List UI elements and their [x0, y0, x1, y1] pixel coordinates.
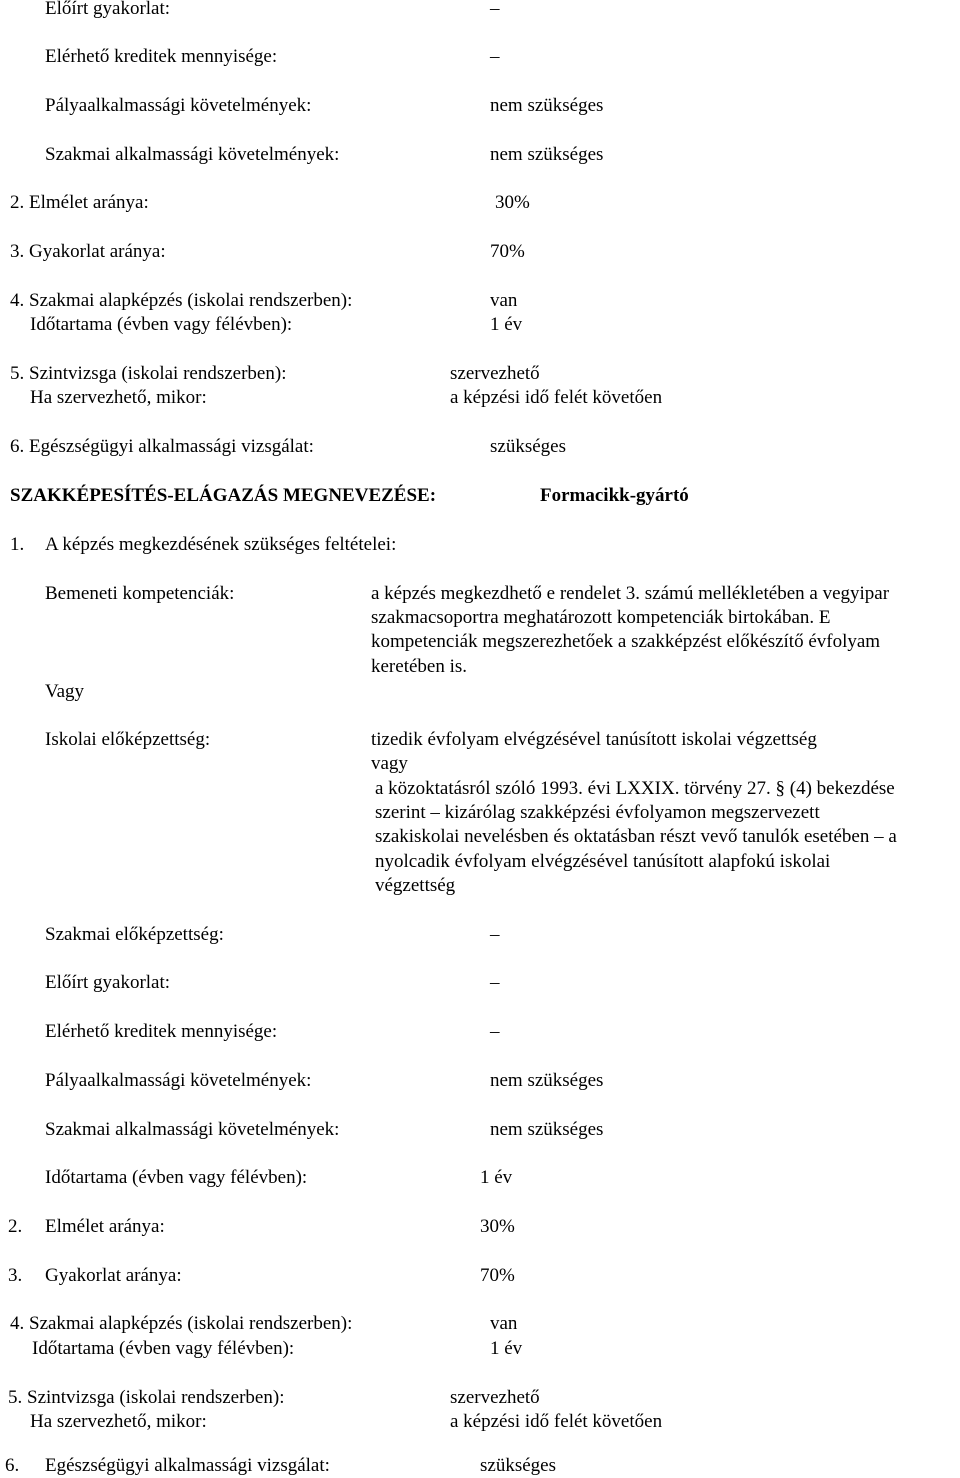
elmelet-aranya-value: 30%: [480, 1216, 515, 1237]
palyaalkalmassagi-value: nem szükséges: [490, 95, 604, 116]
elmelet-aranya-label: 2. Elmélet aránya:: [10, 192, 149, 213]
alapkepzes-idotartam-value: 1 év: [490, 1338, 523, 1359]
kreditek-value: –: [490, 1021, 500, 1042]
bemeneti-line: kompetenciák megszerezhetőek a szakképzést előkészítő évfolyam: [371, 631, 881, 652]
egeszsegugyi-value: szükséges: [490, 436, 566, 457]
conditions-heading: A képzés megkezdésének szükséges feltételei:: [45, 534, 397, 555]
gyakorlat-aranya-value: 70%: [490, 241, 525, 262]
bemeneti-kompetenciak-label: Bemeneti kompetenciák:: [45, 583, 235, 604]
eloirt-gyakorlat-value: –: [490, 0, 500, 19]
alapkepzes-idotartam-label: Időtartama (évben vagy félévben):: [30, 314, 293, 335]
iskolai-elokepzettseg-label: Iskolai előképzettség:: [45, 729, 211, 750]
eloirt-gyakorlat-label: Előírt gyakorlat:: [45, 0, 171, 19]
idotartam-value: 1 év: [480, 1167, 513, 1188]
kreditek-label: Elérhető kreditek mennyisége:: [45, 46, 278, 67]
eloirt-gyakorlat-label: Előírt gyakorlat:: [45, 972, 171, 993]
szintvizsga-mikor-value: a képzési idő felét követően: [450, 1411, 663, 1432]
egeszsegugyi-label: 6. Egészségügyi alkalmassági vizsgálat:: [10, 436, 314, 457]
szakmai-alapkepzes-label: 4. Szakmai alapképzés (iskolai rendszerben):: [10, 290, 353, 311]
alapkepzes-idotartam-value: 1 év: [490, 314, 523, 335]
palyaalkalmassagi-label: Pályaalkalmassági követelmények:: [45, 1070, 312, 1091]
szintvizsga-value: szervezhető: [450, 1387, 540, 1408]
szakmai-alapkepzes-label: 4. Szakmai alapképzés (iskolai rendszerben):: [10, 1313, 353, 1334]
palyaalkalmassagi-value: nem szükséges: [490, 1070, 604, 1091]
branch-heading-label: SZAKKÉPESÍTÉS-ELÁGAZÁS MEGNEVEZÉSE:: [10, 485, 437, 506]
alapkepzes-idotartam-label: Időtartama (évben vagy félévben):: [32, 1338, 295, 1359]
szakmai-alapkepzes-value: van: [490, 1313, 518, 1334]
szintvizsga-mikor-value: a képzési idő felét követően: [450, 387, 663, 408]
elmelet-aranya-value: 30%: [495, 192, 530, 213]
vagy-label: Vagy: [45, 681, 85, 702]
szakmai-alkalmassagi-value: nem szükséges: [490, 1119, 604, 1140]
iskolai-line: vagy: [371, 753, 408, 774]
szakmai-alkalmassagi-label: Szakmai alkalmassági követelmények:: [45, 1119, 340, 1140]
kreditek-label: Elérhető kreditek mennyisége:: [45, 1021, 278, 1042]
branch-heading-value: Formacikk-gyártó: [540, 485, 689, 506]
egeszsegugyi-number: 6.: [5, 1455, 20, 1476]
iskolai-line: tizedik évfolyam elvégzésével tanúsított iskolai végzettség: [371, 729, 817, 750]
iskolai-line: nyolcadik évfolyam elvégzésével tanúsított alapfokú iskolai: [375, 851, 831, 872]
szakmai-elokepzettseg-label: Szakmai előképzettség:: [45, 924, 224, 945]
gyakorlat-aranya-value: 70%: [480, 1265, 515, 1286]
szakmai-alapkepzes-value: van: [490, 290, 518, 311]
szintvizsga-label: 5. Szintvizsga (iskolai rendszerben):: [10, 363, 287, 384]
bemeneti-line: keretében is.: [371, 656, 468, 677]
egeszsegugyi-label: Egészségügyi alkalmassági vizsgálat:: [45, 1455, 330, 1476]
szakmai-alkalmassagi-label: Szakmai alkalmassági követelmények:: [45, 144, 340, 165]
szakmai-alkalmassagi-value: nem szükséges: [490, 144, 604, 165]
gyakorlat-aranya-label: Gyakorlat aránya:: [45, 1265, 182, 1286]
iskolai-line: szerint – kizárólag szakképzési évfolyamon megszervezett: [375, 802, 820, 823]
palyaalkalmassagi-label: Pályaalkalmassági követelmények:: [45, 95, 312, 116]
gyakorlat-aranya-number: 3.: [8, 1265, 23, 1286]
kreditek-value: –: [490, 46, 500, 67]
szintvizsga-mikor-label: Ha szervezhető, mikor:: [30, 1411, 207, 1432]
szakmai-elokepzettseg-value: –: [490, 924, 500, 945]
elmelet-aranya-number: 2.: [8, 1216, 23, 1237]
eloirt-gyakorlat-value: –: [490, 972, 500, 993]
bemeneti-line: szakmacsoportra meghatározott kompetenciák birtokában. E: [371, 607, 831, 628]
szintvizsga-label: 5. Szintvizsga (iskolai rendszerben):: [8, 1387, 285, 1408]
egeszsegugyi-value: szükséges: [480, 1455, 556, 1476]
szintvizsga-mikor-label: Ha szervezhető, mikor:: [30, 387, 207, 408]
iskolai-line: szakiskolai nevelésben és oktatásban részt vevő tanulók esetében – a: [375, 826, 897, 847]
idotartam-label: Időtartama (évben vagy félévben):: [45, 1167, 308, 1188]
iskolai-line: a közoktatásról szóló 1993. évi LXXIX. törvény 27. § (4) bekezdése: [375, 778, 895, 799]
szintvizsga-value: szervezhető: [450, 363, 540, 384]
iskolai-line: végzettség: [375, 875, 456, 896]
gyakorlat-aranya-label: 3. Gyakorlat aránya:: [10, 241, 166, 262]
bemeneti-line: a képzés megkezdhető e rendelet 3. számú mellékletében a vegyipar: [371, 583, 890, 604]
conditions-number: 1.: [10, 534, 25, 555]
elmelet-aranya-label: Elmélet aránya:: [45, 1216, 165, 1237]
